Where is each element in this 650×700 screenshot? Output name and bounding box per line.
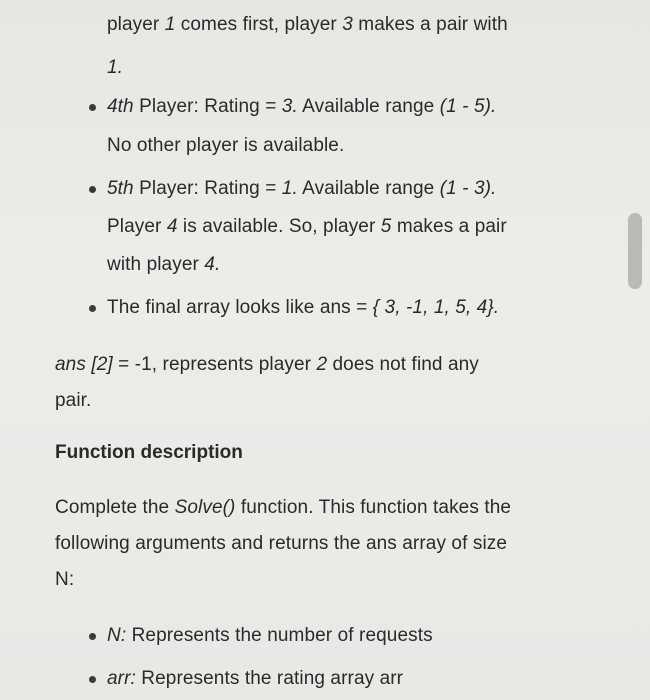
bullet-dot xyxy=(89,633,96,640)
bullet-4th-player-line-1: 4th Player: Rating = 3. Available range (1 - 5). xyxy=(107,96,497,117)
complete-paragraph-line-2: following arguments and returns the ans array of size xyxy=(55,533,508,554)
bullet-5th-player-line-2: Player 4 is available. So, player 5 makes a pair xyxy=(107,216,507,237)
complete-paragraph-line-1: Complete the Solve() function. This function takes the xyxy=(55,497,512,518)
bullet-5th-player-line-1: 5th Player: Rating = 1. Available range (1 - 3). xyxy=(107,178,497,199)
ans-explanation-line-1: ans [2] = -1, represents player 2 does not find any xyxy=(55,354,479,375)
bullet-dot xyxy=(89,676,96,683)
bullet-4th-player-line-2: No other player is available. xyxy=(107,135,345,156)
bullet-dot xyxy=(89,104,96,111)
bullet-5th-player-line-3: with player 4. xyxy=(107,254,221,275)
arg-bullet-n: N: Represents the number of requests xyxy=(107,625,433,646)
function-description-heading: Function description xyxy=(55,442,243,463)
bullet-dot xyxy=(89,186,96,193)
arg-bullet-arr: arr: Represents the rating array arr xyxy=(107,668,404,689)
continuation-line-2: 1. xyxy=(107,57,124,78)
bullet-final-array: The final array looks like ans = { 3, -1, 1, 5, 4}. xyxy=(107,297,500,318)
complete-paragraph-line-3: N: xyxy=(55,569,75,590)
vertical-scrollbar-thumb[interactable] xyxy=(628,213,642,289)
continuation-line-1: player 1 comes first, player 3 makes a pair with xyxy=(107,14,508,35)
bullet-dot xyxy=(89,305,96,312)
ans-explanation-line-2: pair. xyxy=(55,390,92,411)
